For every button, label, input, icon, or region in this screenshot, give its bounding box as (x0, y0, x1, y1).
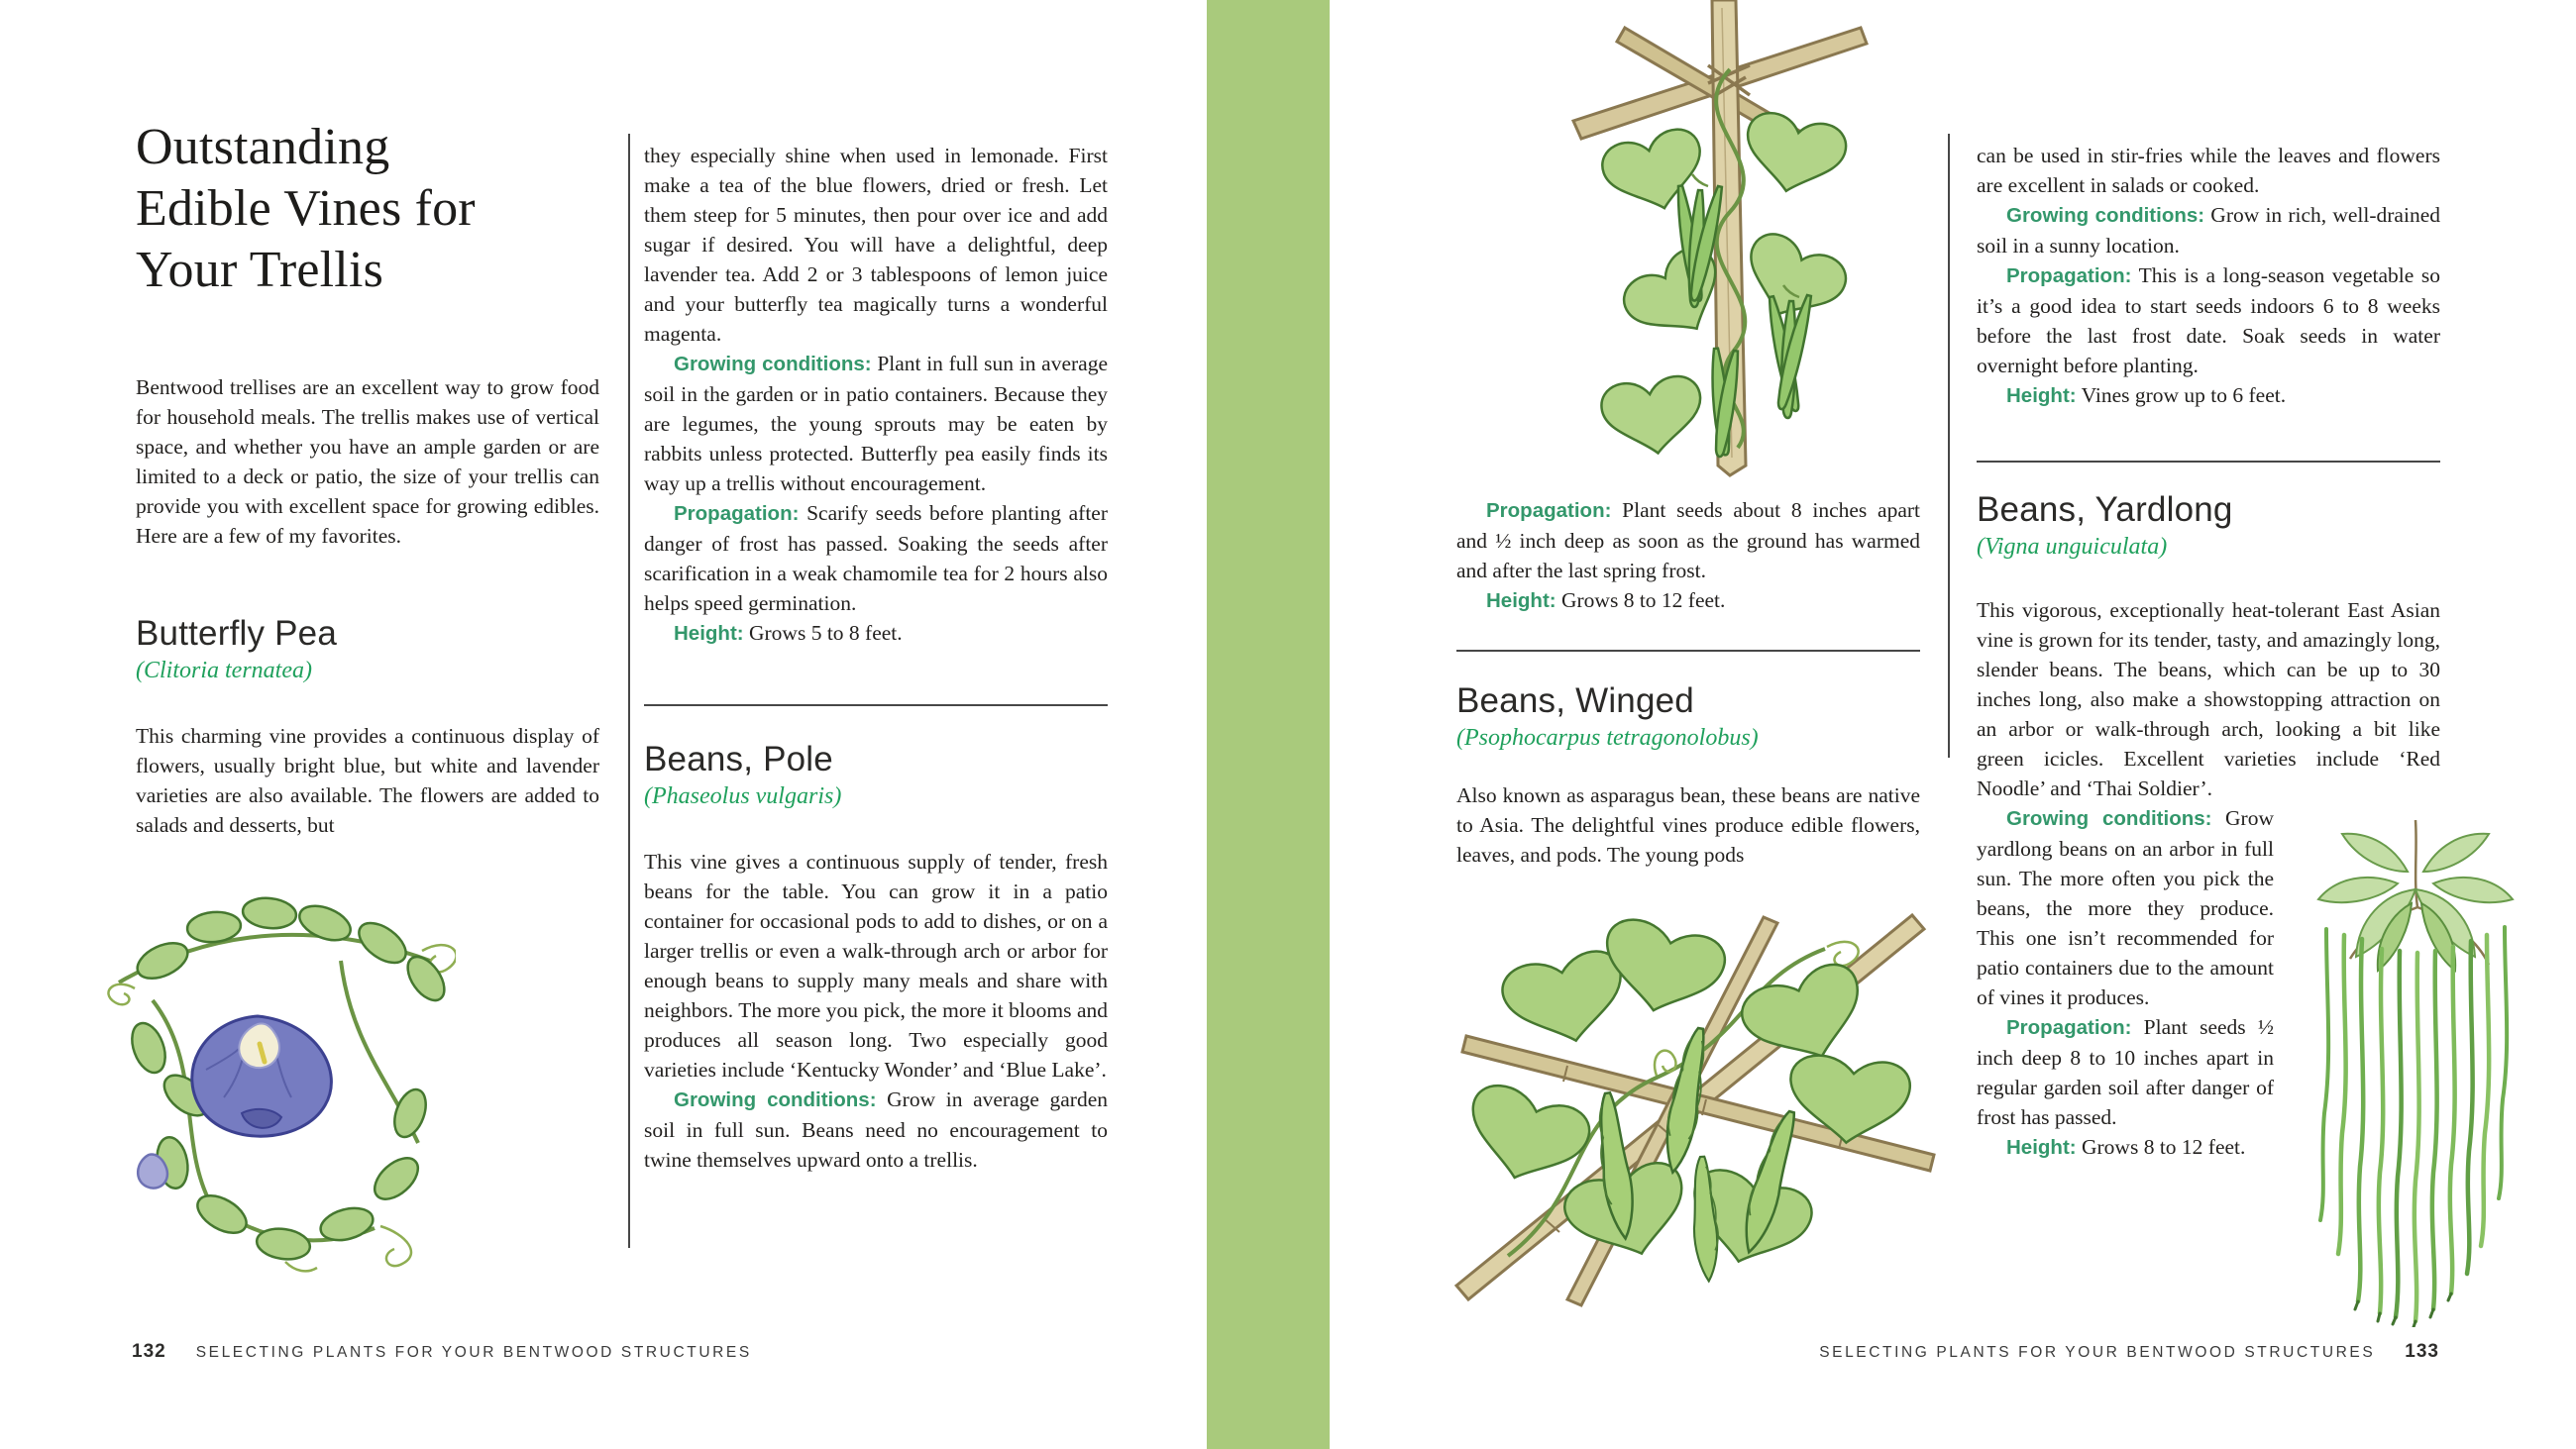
growing-conditions-text: Grow yardlong beans on an arbor in full sun. The more often you pick the beans, the more they produce. This one isn’t recommended for patio containers due to the amount of vines it produces. (1977, 806, 2274, 1009)
butterfly-pea-paragraph-1: This charming vine provides a continuous display of flowers, usually bright blue, but white and lavender varieties are also available. The flowers are added to salads and desserts, but (136, 724, 599, 837)
growing-conditions-label: Growing conditions: (2006, 807, 2212, 830)
beans-winged-growing (1977, 200, 2440, 260)
propagation-label: Propagation: (674, 502, 800, 525)
beans-yardlong-height (1977, 1132, 2274, 1163)
beans-yardlong-growing (1977, 803, 2274, 1012)
section-heading-beans-yardlong: Beans, Yardlong (1977, 490, 2233, 529)
growing-conditions-text: Plant in full sun in average soil in the garden or in patio containers. Because they are legumes, the young sprouts may be eaten by rabbits unless protected. Butterfly pea easily finds its way up a trellis without encouragement. (644, 352, 1108, 495)
section-divider-rule (644, 704, 1108, 706)
height-label: Height: (2006, 384, 2077, 407)
height-text: Vines grow up to 6 feet. (2081, 383, 2287, 407)
winged-beans-illustration (1449, 860, 1944, 1307)
beans-yardlong-propagation (1977, 1012, 2274, 1132)
species-name: (Clitoria ternatea) (136, 658, 312, 683)
beans-yardlong-narrow-text (1977, 803, 2274, 1163)
butterfly-pea-growing (644, 349, 1108, 498)
beans-winged-propagation (1977, 260, 2440, 380)
page-title-line: Edible Vines for (136, 180, 476, 237)
butterfly-pea-height (644, 618, 1108, 649)
growing-conditions-label: Growing conditions: (674, 353, 872, 375)
left-column-2 (644, 141, 1108, 1175)
butterfly-pea-illustration (91, 844, 456, 1292)
growing-conditions-label: Growing conditions: (674, 1088, 877, 1111)
left-page-number: 132 (132, 1341, 166, 1362)
beans-pole-growing (644, 1085, 1108, 1175)
left-footer (132, 1341, 752, 1363)
height-text: Grows 5 to 8 feet. (748, 621, 903, 645)
left-column-1 (136, 117, 599, 840)
section-heading-butterfly-pea: Butterfly Pea (136, 614, 337, 653)
section-heading-beans-pole: Beans, Pole (644, 740, 833, 778)
column-divider-rule-right (1948, 134, 1950, 758)
right-page-number: 133 (2405, 1341, 2439, 1362)
propagation-text: Plant seeds about 8 inches apart and ½ inch deep as soon as the ground has warmed and after the last spring frost. (1456, 498, 1920, 582)
beans-winged-paragraph-2: can be used in stir-fries while the leaves and flowers are excellent in salads or cooked. (1977, 144, 2440, 197)
growing-conditions-text: Grow in average garden soil in full sun. Beans need no encouragement to twine themselves upward onto a trellis. (644, 1087, 1109, 1172)
growing-conditions-label: Growing conditions: (2006, 204, 2205, 227)
page-title-line: Your Trellis (136, 242, 384, 298)
propagation-label: Propagation: (1486, 499, 1612, 522)
species-name: (Phaseolus vulgaris) (644, 783, 842, 809)
page-title (136, 117, 599, 301)
butterfly-pea-propagation (644, 498, 1108, 618)
yardlong-beans-illustration (2267, 820, 2554, 1327)
height-label: Height: (1486, 589, 1556, 612)
left-running-head: SELECTING PLANTS FOR YOUR BENTWOOD STRUCTURES (195, 1344, 752, 1361)
column-divider-rule-left (628, 134, 630, 1248)
species-name: (Vigna unguiculata) (1977, 534, 2168, 560)
right-footer (1819, 1341, 2439, 1363)
right-column-1 (1456, 495, 1920, 870)
butterfly-pea-paragraph-2: they especially shine when used in lemonade. First make a tea of the blue flowers, dried or fresh. Let them steep for 5 minutes, then pour over ice and add sugar if desired. You will have a delightful, deep lavender tea. Add 2 or 3 tablespoons of lemon juice and your butterfly tea magically turns a wonderful magenta. (644, 144, 1108, 346)
height-label: Height: (2006, 1136, 2077, 1159)
pole-beans-illustration (1534, 0, 1902, 487)
beans-pole-height (1456, 585, 1920, 616)
height-text: Grows 8 to 12 feet. (2081, 1135, 2246, 1159)
species-name: (Psophocarpus tetragonolobus) (1456, 725, 1759, 751)
propagation-label: Propagation: (2006, 1016, 2132, 1039)
growing-conditions-text: Grow in rich, well-drained soil in a sunny location. (1977, 203, 2440, 258)
intro-paragraph: Bentwood trellises are an excellent way to grow food for household meals. The trellis makes use of vertical space, and whether you have an ample garden or are limited to a deck or patio, the size of your trellis can provide you with excellent space for growing edibles. Here are a few of my favorites. (136, 375, 599, 548)
beans-winged-height (1977, 380, 2440, 411)
gutter-band (1207, 0, 1330, 1449)
beans-winged-paragraph-1: Also known as asparagus bean, these beans are native to Asia. The delightful vines produce edible flowers, leaves, and pods. The young pods (1456, 783, 1920, 867)
beans-yardlong-paragraph-1: This vigorous, exceptionally heat-tolerant East Asian vine is grown for its tender, tasty, and amazingly long, slender beans. The beans, which can be up to 30 inches long, also make a showstopping attraction on an arbor or walk-through arch, looking a bit like green icicles. Excellent varieties include ‘Red Noodle’ and ‘Thai Soldier’. (1977, 598, 2440, 800)
right-running-head: SELECTING PLANTS FOR YOUR BENTWOOD STRUCTURES (1819, 1344, 2376, 1361)
height-label: Height: (674, 622, 744, 645)
propagation-text: Plant seeds ½ inch deep 8 to 10 inches apart in regular garden soil after danger of frost has passed. (1977, 1015, 2274, 1129)
beans-pole-paragraph-1: This vine gives a continuous supply of tender, fresh beans for the table. You can grow it in a patio container for occasional pods to add to dishes, or on a larger trellis or even a walk-through arch or arbor for enough beans to supply many meals and share with neighbors. The more you pick, the more it blooms and produces all season long. Two especially good varieties include ‘Kentucky Wonder’ and ‘Blue Lake’. (644, 850, 1108, 1082)
propagation-text: Scarify seeds before planting after danger of frost has passed. Soaking the seeds after scarification in a weak chamomile tea for 2 hours also helps speed germination. (644, 501, 1109, 615)
section-divider-rule (1456, 650, 1920, 652)
height-text: Grows 8 to 12 feet. (1560, 588, 1726, 612)
beans-pole-propagation (1456, 495, 1920, 585)
section-divider-rule (1977, 461, 2440, 463)
propagation-text: This is a long-season vegetable so it’s a good idea to start seeds indoors 6 to 8 weeks before the last frost date. Soak seeds in water overnight before planting. (1977, 263, 2440, 377)
section-heading-beans-winged: Beans, Winged (1456, 681, 1694, 720)
propagation-label: Propagation: (2006, 264, 2132, 287)
page-title-line: Outstanding (136, 119, 390, 175)
